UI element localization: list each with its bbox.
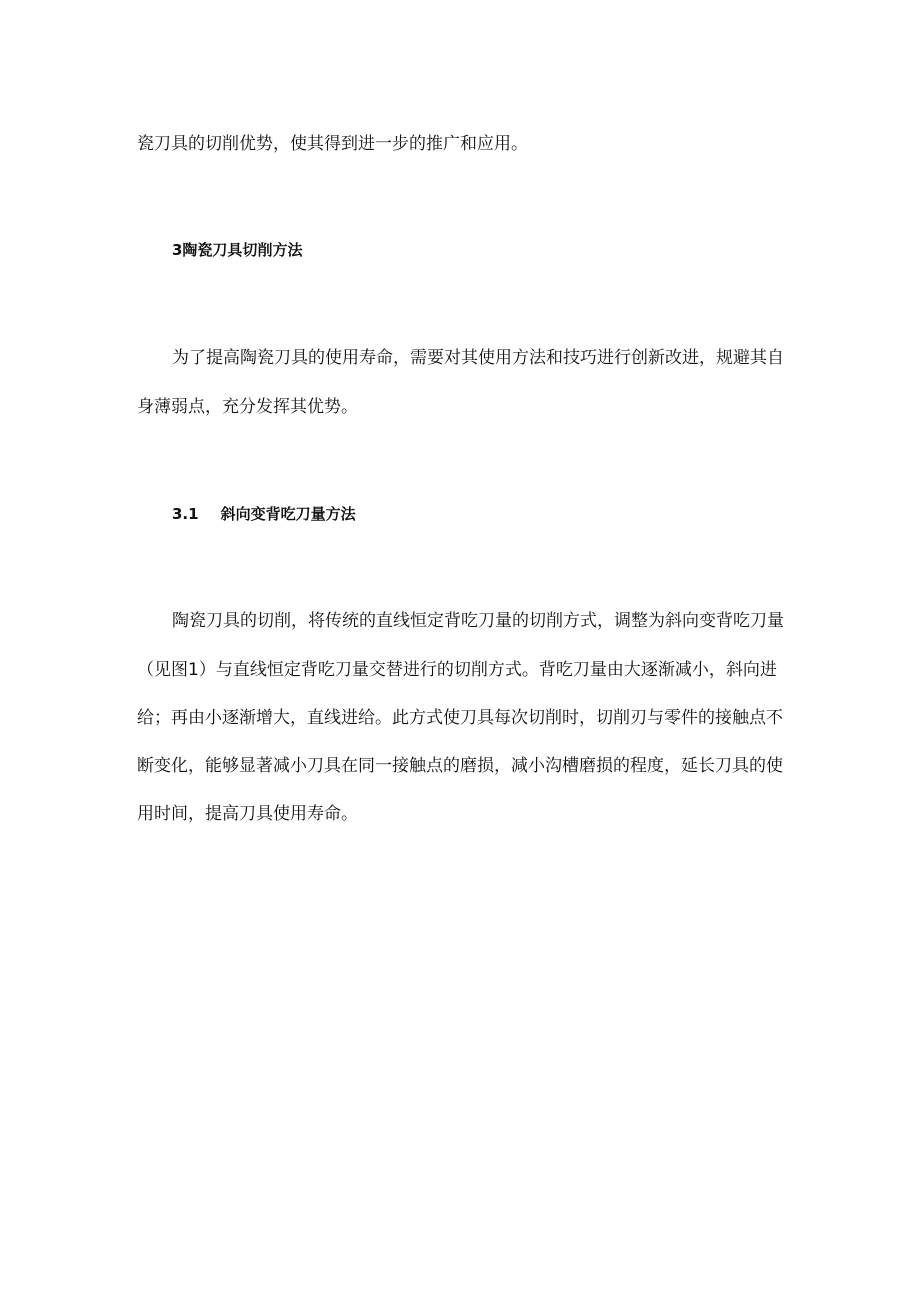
section-3-1-number: 3.1 xyxy=(172,505,199,523)
section-3-1-heading xyxy=(172,502,356,526)
section-3-1-paragraph-line-5: 用时间，提高刀具使用寿命。 xyxy=(137,804,358,824)
section-3-1-paragraph-line-3: 给；再由小逐渐增大，直线进给。此方式使刀具每次切削时，切削刃与零件的接触点不 xyxy=(137,708,783,728)
section-3-1-paragraph-line-4: 断变化，能够显著减小刀具在同一接触点的磨损，减小沟槽磨损的程度，延长刀具的使 xyxy=(137,756,783,776)
section-3-1-paragraph-line-2: （见图1）与直线恒定背吃刀量交替进行的切削方式。背吃刀量由大逐渐减小，斜向进 xyxy=(137,660,777,680)
section-3-paragraph-line-1: 为了提高陶瓷刀具的使用寿命，需要对其使用方法和技巧进行创新改进，规避其自 xyxy=(172,348,784,368)
section-3-1-paragraph-line-1: 陶瓷刀具的切削，将传统的直线恒定背吃刀量的切削方式，调整为斜向变背吃刀量 xyxy=(172,611,784,631)
section-3-heading: 3陶瓷刀具切削方法 xyxy=(172,241,303,259)
continuation-text: 瓷刀具的切削优势，使其得到进一步的推广和应用。 xyxy=(137,134,528,154)
section-3-1-title: 斜向变背吃刀量方法 xyxy=(220,505,356,523)
section-3-paragraph-line-2: 身薄弱点，充分发挥其优势。 xyxy=(137,397,358,417)
